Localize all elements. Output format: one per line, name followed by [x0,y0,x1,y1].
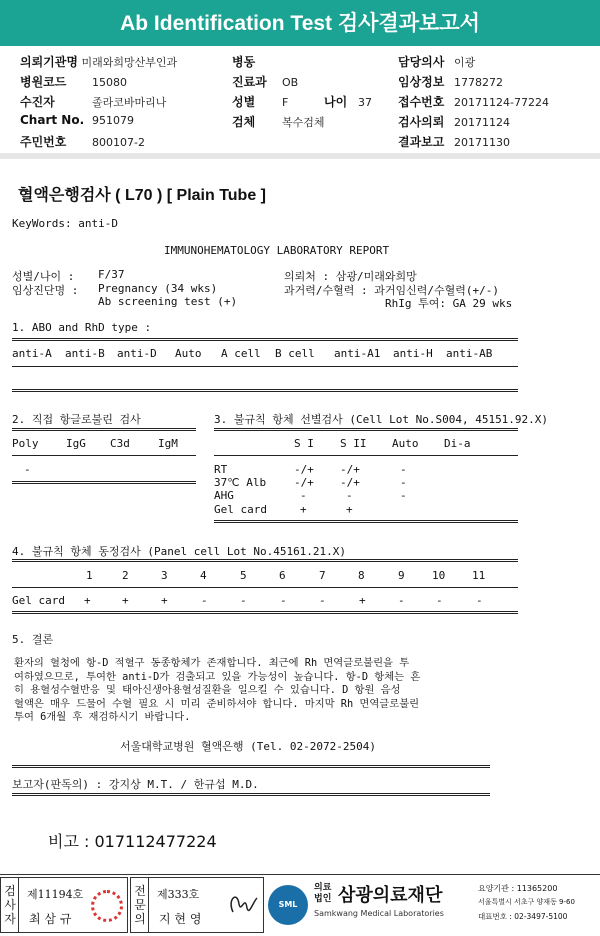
abo-title: 1. ABO and RhD type : [12,321,152,334]
screening-row [214,503,518,516]
inspector-label [1,878,19,932]
info-value: 졸라코바마리나 [92,96,167,109]
dat-col: Poly [12,437,39,450]
abo-col: anti-AB [446,347,493,360]
screening-cell: - [346,489,353,502]
info-value: F [282,96,289,109]
abo-col: B cell [275,347,315,360]
panel-cell-number: 6 [279,569,286,582]
doctor-license-no: 제333호 [157,888,200,901]
info-label: 병동 [232,55,256,69]
info-label: 주민번호 [20,135,67,149]
info-label: 수진자 [20,95,55,109]
dat-rule-top [12,428,196,431]
panel-rule-mid [12,587,518,588]
panel-row-label: Gel card [12,594,65,607]
abo-col: anti-A1 [334,347,381,360]
panel-result-row [12,594,518,608]
conclusion-body [14,657,524,725]
requester: 의뢰처 : 삼광/미래와희망 [284,270,417,283]
abo-col: anti-A [12,347,52,360]
info-label: 담당의사 [398,55,445,69]
sex-age-label: 성별/나이 : [12,270,75,283]
panel-header [12,569,518,583]
dat-col: C3d [110,437,130,450]
conclusion-line: 투여 6개월 후 재검하시기 바랍니다. [14,711,191,723]
phone: 대표번호 : 02-3497-5100 [478,912,568,921]
abo-col: A cell [221,347,261,360]
panel-cell-number: 1 [86,569,93,582]
info-value: 15080 [92,76,127,89]
conclusion-line: 여하였으므로, 투여한 anti-D가 검출되고 있을 가능성이 높습니다. 항-D 항체는 흔 [14,670,421,683]
screening-cell: -/+ [340,463,360,476]
panel-result: - [319,594,326,607]
dat-col: IgG [66,437,86,450]
panel-cell-number: 4 [200,569,207,582]
panel-cell-number: 11 [472,569,486,582]
inspector-name: 최 삼 규 [29,912,72,926]
patient-info-block [0,48,600,152]
info-label: 성별 [232,95,256,109]
screening-row [214,489,518,502]
abo-col: anti-D [117,347,157,360]
doctor-box [130,877,264,933]
screening-cell: -/+ [294,463,314,476]
info-value: 20171130 [454,136,510,149]
abo-col: anti-H [393,347,433,360]
sex-age-value: F/37 [98,268,125,281]
screening-cell: - [400,476,407,489]
info-right [398,53,549,153]
clinical-diagnosis-2: Ab screening test (+) [98,295,238,308]
reporter: 보고자(판독의) : 강지상 M.T. / 한규섭 M.D. [12,778,259,791]
panel-cell-number: 10 [432,569,446,582]
footer [0,874,600,936]
dat-title: 2. 직접 항글로불린 검사 [12,413,141,426]
conclusion-line: 환자의 혈청에 항-D 적혈구 동종항체가 존재합니다. 최근에 Rh 면역글로불린을 투 [14,657,410,669]
foundation-name: 삼광의료재단 [338,885,443,906]
conclusion-title: 5. 결론 [12,633,54,646]
panel-result: + [359,594,366,607]
rhig-info: RhIg 투여: GA 29 wks [385,297,513,310]
keywords: KeyWords: anti-D [12,217,118,230]
report-heading: IMMUNOHEMATOLOGY LABORATORY REPORT [164,244,390,257]
doctor-label-char: 전 [134,884,146,898]
inspector-label-char: 자 [4,912,16,926]
doctor-label-char: 문 [134,898,146,912]
info-label: 의뢰기관명 [20,55,78,69]
screening-col: Di-a [444,437,471,450]
dat-result: - [24,463,31,476]
screening-col: Auto [392,437,419,450]
institution-code: 요양기관 : 11365200 [478,884,558,893]
dat-rule-mid [12,455,196,456]
transfusion-history: 과거력/수혈력 : 과거임신력/수혈력(+/-) [284,284,499,297]
screening-rule-top [214,428,518,431]
info-label: 결과보고 [398,135,445,149]
info-label: 검체 [232,115,256,129]
inspector-license-no: 제11194호 [27,888,84,901]
screening-rule-bottom [214,520,518,523]
info-value: 20171124-77224 [454,96,549,109]
panel-cell-number: 5 [240,569,247,582]
signature-icon [223,888,259,922]
section-title: 혈액은행검사 ( L70 ) [ Plain Tube ] [18,187,267,204]
info-label: 접수번호 [398,95,445,109]
info-value: 미래와희망산부인과 [81,56,178,69]
screening-title: 3. 불규칙 항체 선별검사 (Cell Lot No.S004, 45151.92.X) [214,413,549,426]
age-label: 나이 [324,95,348,109]
abo-rule-mid [12,366,518,367]
inspector-seal-icon [91,890,123,922]
panel-rule-top [12,559,518,562]
screening-row [214,463,518,476]
conclusion-line: 히 용혈성수혈반응 및 태아신생아용혈성질환을 일으킬 수 있습니다. D 항원 음성 [14,684,401,696]
hospital-contact: 서울대학교병원 혈액은행 (Tel. 02-2072-2504) [120,740,376,753]
dat-col: IgM [158,437,178,450]
abo-rule-bottom [12,389,518,392]
panel-cell-number: 9 [398,569,405,582]
panel-result: - [476,594,483,607]
screening-row-name: 37℃ Alb [214,476,267,489]
panel-result: + [122,594,129,607]
abo-header [12,347,518,361]
panel-title: 4. 불규칙 항체 동정검사 (Panel cell Lot No.45161.21.X) [12,545,347,558]
abo-col: Auto [175,347,202,360]
inspector-label-char: 사 [4,898,16,912]
panel-cell-number: 7 [319,569,326,582]
panel-result: + [84,594,91,607]
screening-col: S II [340,437,367,450]
doctor-name: 지 현 영 [159,912,202,926]
panel-result: - [436,594,443,607]
info-value: 20171124 [454,116,510,129]
info-value: 이광 [454,56,476,69]
info-value: 951079 [92,114,134,127]
panel-cell-number: 2 [122,569,129,582]
info-label: 검사의뢰 [398,115,445,129]
panel-rule-bottom [12,611,518,614]
panel-result: + [161,594,168,607]
dat-rule-bottom [12,481,196,484]
screening-cell: - [400,463,407,476]
screening-cell: + [300,503,307,516]
info-value: 복수검체 [282,116,325,129]
screening-header [214,437,518,451]
clinical-label: 임상진단명 : [12,284,79,297]
panel-result: - [398,594,405,607]
screening-cell: + [346,503,353,516]
info-left [20,53,177,153]
screening-row-name: AHG [214,489,234,502]
info-label: 진료과 [232,75,267,89]
abo-rule-top [12,338,518,341]
doctor-label-char: 의 [134,912,146,926]
screening-row-name: RT [214,463,228,476]
screening-rows [214,463,518,519]
address: 서울특별시 서초구 양재동 9-60 [478,898,575,906]
panel-result: - [240,594,247,607]
screening-cell: - [400,489,407,502]
screening-cell: -/+ [340,476,360,489]
remark: 비고 : 017112477224 [48,832,217,851]
foundation-english-name: Samkwang Medical Laboratories [314,909,444,918]
foundation-prefix: 의료법인 [314,883,332,904]
sml-logo-icon: SML [268,885,308,925]
screening-cell: - [300,489,307,502]
clinical-diagnosis: Pregnancy (34 wks) [98,282,218,295]
panel-cell-number: 8 [358,569,365,582]
panel-result: - [280,594,287,607]
info-label: Chart No. [20,113,85,127]
section-divider [0,153,600,159]
info-value: 800107-2 [92,136,145,149]
inspector-box [0,877,128,933]
reporter-rule-bottom [12,793,490,796]
info-value: 1778272 [454,76,503,89]
info-label: 병원코드 [20,75,67,89]
abo-col: anti-B [65,347,105,360]
info-label: 임상정보 [398,75,445,89]
screening-row [214,476,518,489]
reporter-rule-top [12,765,490,768]
report-title: Ab Identification Test 검사결과보고서 [0,0,600,46]
info-value: OB [282,76,299,89]
age-value: 37 [358,96,372,109]
panel-cell-number: 3 [161,569,168,582]
conclusion-line: 혈액은 매우 드물어 수혈 필요 시 미리 준비하셔야 합니다. 마지막 Rh 면역글로불린 [14,697,420,710]
dat-header [12,437,196,451]
screening-cell: -/+ [294,476,314,489]
screening-rule-mid [214,455,518,456]
info-mid [232,53,372,133]
panel-result: - [201,594,208,607]
screening-row-name: Gel card [214,503,267,516]
inspector-label-char: 검 [4,884,16,898]
screening-col: S I [294,437,314,450]
doctor-label [131,878,149,932]
